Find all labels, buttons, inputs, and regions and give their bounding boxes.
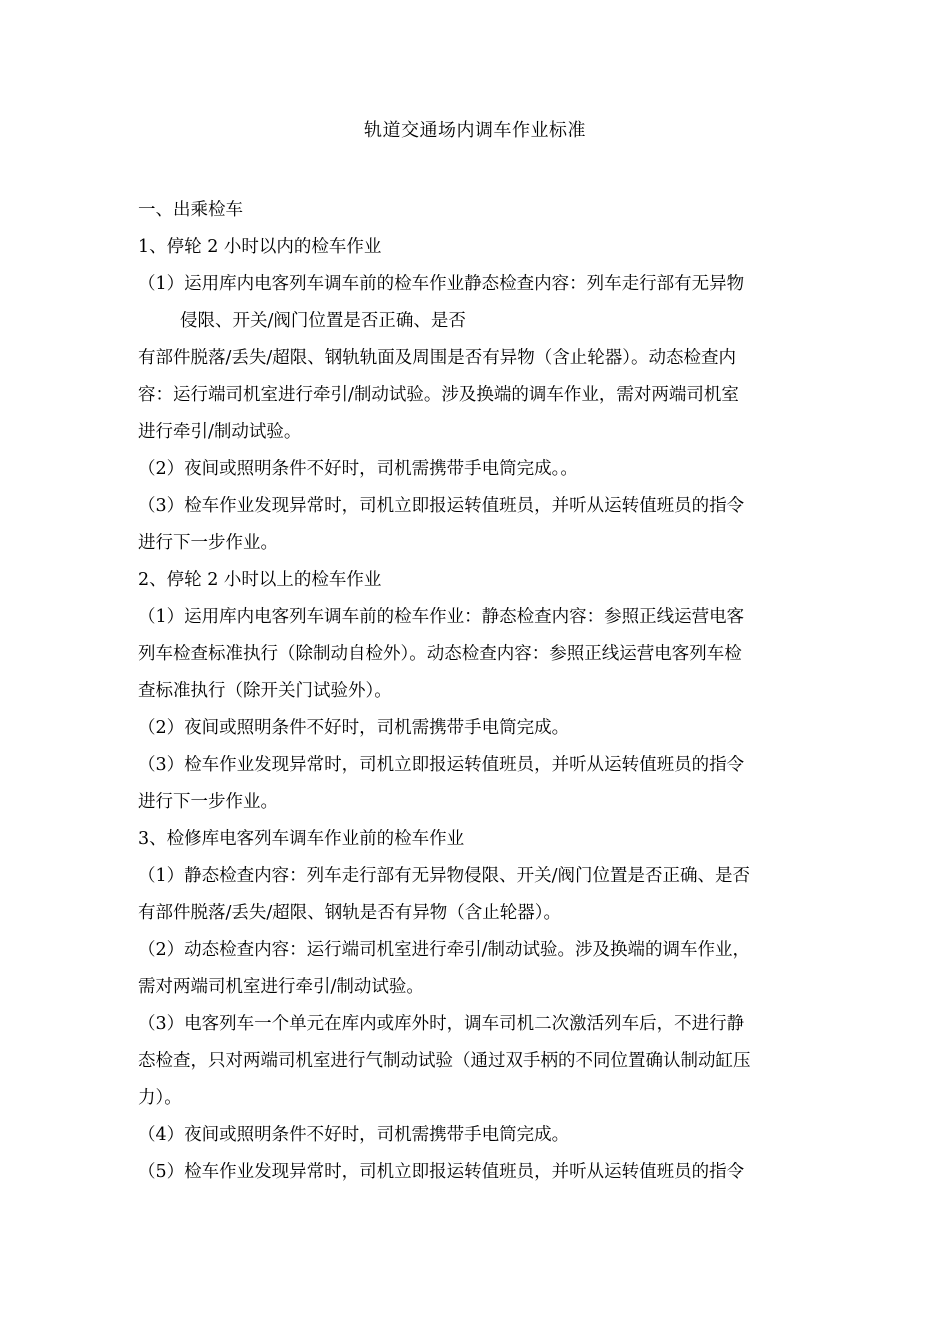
subsection-heading: 1、停轮 2 小时以内的检车作业 xyxy=(138,237,382,257)
paragraph-line: 容：运行端司机室进行牵引/制动试验。涉及换端的调车作业，需对两端司机室 xyxy=(138,385,739,405)
paragraph-line: （4）夜间或照明条件不好时，司机需携带手电筒完成。 xyxy=(138,1125,570,1145)
paragraph-line: （5）检车作业发现异常时，司机立即报运转值班员，并听从运转值班员的指令 xyxy=(138,1162,745,1182)
paragraph-line: 态检查，只对两端司机室进行气制动试验（通过双手柄的不同位置确认制动缸压 xyxy=(138,1051,751,1071)
paragraph-line: （2）动态检查内容：运行端司机室进行牵引/制动试验。涉及换端的调车作业， xyxy=(138,940,751,960)
paragraph-line: （3）检车作业发现异常时，司机立即报运转值班员，并听从运转值班员的指令 xyxy=(138,755,745,775)
paragraph-line: 进行牵引/制动试验。 xyxy=(138,422,302,442)
paragraph-line: （2）夜间或照明条件不好时，司机需携带手电筒完成。。 xyxy=(138,459,578,479)
subsection-heading: 2、停轮 2 小时以上的检车作业 xyxy=(138,570,382,590)
paragraph-line: （3）检车作业发现异常时，司机立即报运转值班员，并听从运转值班员的指令 xyxy=(138,496,745,516)
section-heading: 一、出乘检车 xyxy=(138,200,243,220)
paragraph-line: 列车检查标准执行（除制动自检外）。动态检查内容：参照正线运营电客列车检 xyxy=(138,644,742,664)
paragraph-line: 进行下一步作业。 xyxy=(138,792,278,812)
paragraph-line: （1）运用库内电客列车调车前的检车作业：静态检查内容：参照正线运营电客 xyxy=(138,607,745,627)
paragraph-line: 有部件脱落/丢失/超限、钢轨轨面及周围是否有异物（含止轮器）。动态检查内 xyxy=(138,348,737,368)
paragraph-line: 有部件脱落/丢失/超限、钢轨是否有异物（含止轮器）。 xyxy=(138,903,562,923)
paragraph-line: 进行下一步作业。 xyxy=(138,533,278,553)
paragraph-line: （2）夜间或照明条件不好时，司机需携带手电筒完成。 xyxy=(138,718,570,738)
document-title: 轨道交通场内调车作业标准 xyxy=(364,120,586,141)
paragraph-line: （1）静态检查内容：列车走行部有无异物侵限、开关/阀门位置是否正确、是否 xyxy=(138,866,751,886)
document-body xyxy=(138,192,814,1191)
paragraph-line: 查标准执行（除开关门试验外）。 xyxy=(138,681,392,701)
paragraph-line: 力）。 xyxy=(138,1088,182,1108)
paragraph-line-indented: 侵限、开关/阀门位置是否正确、是否 xyxy=(180,311,466,331)
paragraph-line: 需对两端司机室进行牵引/制动试验。 xyxy=(138,977,424,997)
subsection-heading: 3、检修库电客列车调车作业前的检车作业 xyxy=(138,829,465,849)
paragraph-line: （1）运用库内电客列车调车前的检车作业静态检查内容：列车走行部有无异物 xyxy=(138,274,745,294)
paragraph-line: （3）电客列车一个单元在库内或库外时，调车司机二次激活列车后，不进行静 xyxy=(138,1014,745,1034)
